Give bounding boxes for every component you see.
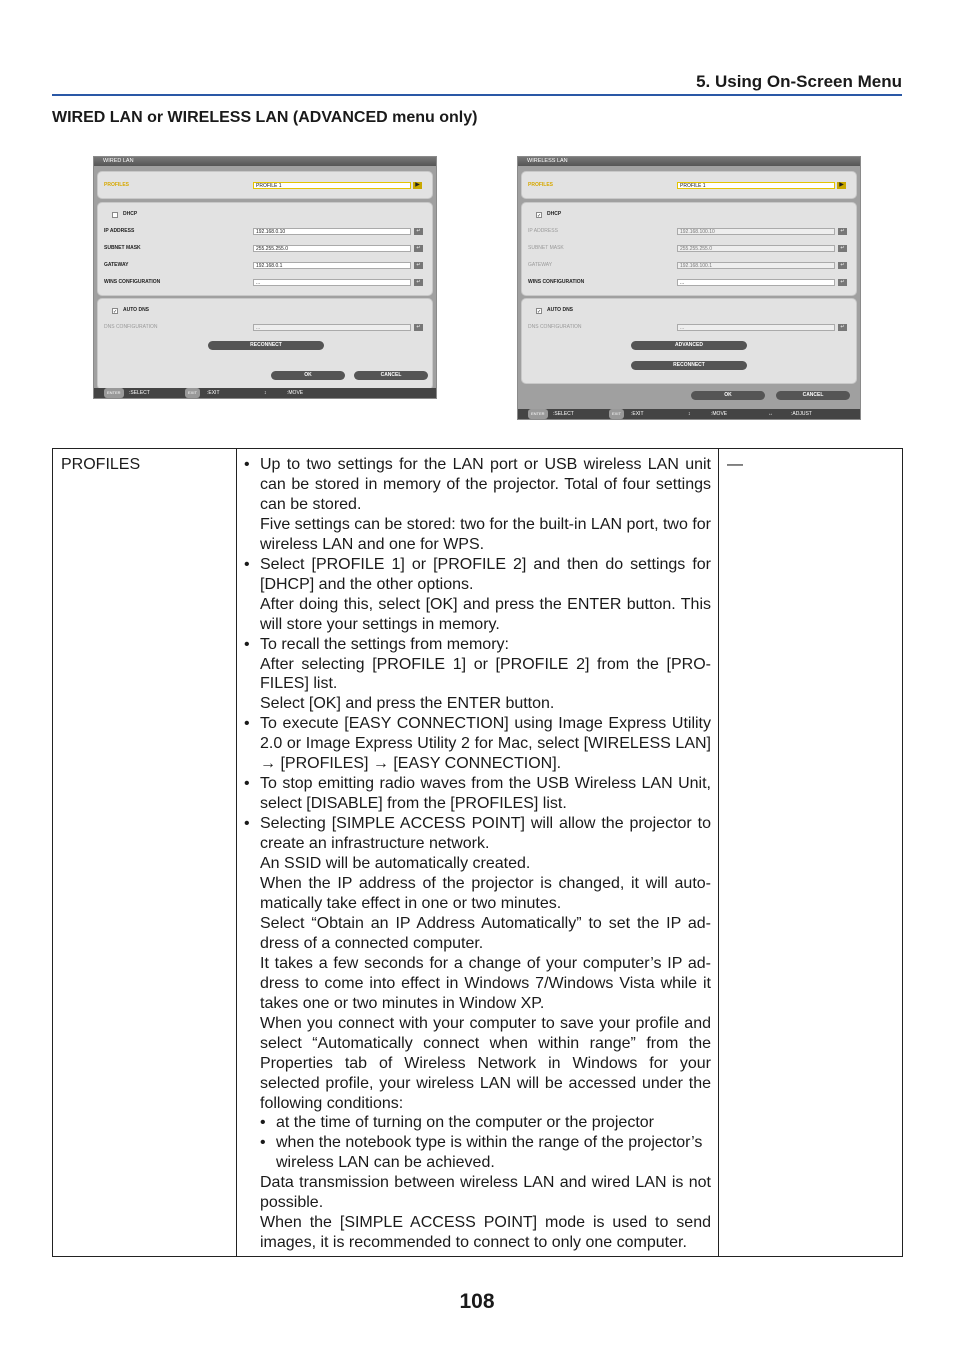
- bullet-paragraph: When the [SIMPLE ACCESS POINT] mode is used to send images, it is recommended to connect to only one computer.: [260, 1214, 711, 1252]
- ip-address-label: IP ADDRESS: [104, 228, 135, 234]
- ip-address-field[interactable]: 192.168.0.10: [253, 228, 411, 235]
- exit-hint: :EXIT: [207, 390, 220, 396]
- bullet-paragraph: Data transmission between wireless LAN and wired LAN is not possible.: [260, 1174, 711, 1212]
- osd-footer: [94, 388, 436, 398]
- reconnect-button[interactable]: RECONNECT: [208, 341, 324, 350]
- enter-icon[interactable]: ↵: [838, 228, 847, 235]
- subnet-mask-field[interactable]: 255.255.255.0: [253, 245, 411, 252]
- auto-dns-checkbox[interactable]: ✓: [113, 309, 118, 315]
- section-heading: WIRED LAN or WIRELESS LAN (ADVANCED menu only): [52, 109, 478, 126]
- settings-table: [52, 448, 903, 1257]
- dhcp-label: DHCP: [547, 211, 562, 217]
- auto-dns-label: AUTO DNS: [547, 307, 574, 313]
- enter-icon[interactable]: ↵: [838, 324, 847, 331]
- bullet-paragraph: When you connect with your computer to save your profile and select “Automatically connect when within range” from the Properties tab of Wireless Network in Windows for your selected profile, your wireless LAN will be accessed under the following conditions:: [260, 1014, 711, 1112]
- move-hint: :MOVE: [287, 390, 304, 396]
- bullet-paragraph: When the IP address of the projector is changed, it will auto-matically take effect in one or two minutes.: [260, 875, 711, 912]
- enter-icon[interactable]: ↵: [838, 262, 847, 269]
- bullet-paragraph: Five settings can be stored: two for the built-in LAN port, two for wireless LAN and one for WPS.: [260, 515, 711, 553]
- sub-bullet-item: • when the notebook type is within the range of the projector’s wireless LAN can be achieved.: [244, 1133, 711, 1173]
- bullet-item: • Select [PROFILE 1] or [PROFILE 2] and then do settings for [DHCP] and the other options.: [244, 555, 711, 595]
- enter-icon[interactable]: ↵: [414, 228, 423, 235]
- wins-label: WINS CONFIGURATION: [528, 279, 585, 285]
- profiles-label: PROFILES: [104, 182, 130, 188]
- ip-address-field[interactable]: 192.168.100.10: [677, 228, 835, 235]
- cancel-button[interactable]: CANCEL: [776, 391, 850, 400]
- profiles-panel: [97, 171, 433, 199]
- enter-icon[interactable]: ↵: [414, 324, 423, 331]
- auto-dns-label: AUTO DNS: [123, 307, 150, 313]
- dns-panel: [521, 298, 857, 384]
- osd-title: WIRED LAN: [94, 157, 436, 166]
- note-column: [719, 449, 902, 1256]
- gateway-field[interactable]: 192.168.100.1: [677, 262, 835, 269]
- subnet-mask-field[interactable]: 255.255.255.0: [677, 245, 835, 252]
- enter-icon[interactable]: ↵: [838, 245, 847, 252]
- reconnect-button[interactable]: RECONNECT: [631, 361, 747, 370]
- bullet-paragraph: Select [OK] and press the ENTER button.: [260, 695, 555, 713]
- bullet-item: • To stop emitting radio waves from the USB Wireless LAN Unit, select [DISABLE] from the [PROFILES] list.: [244, 774, 711, 814]
- ip-address-label: IP ADDRESS: [528, 228, 558, 234]
- profiles-select[interactable]: PROFILE 1: [677, 182, 835, 189]
- subnet-mask-label: SUBNET MASK: [104, 245, 141, 251]
- select-hint: :SELECT: [129, 390, 150, 396]
- enter-icon[interactable]: ↵: [838, 279, 847, 286]
- bullet-paragraph: It takes a few seconds for a change of your computer’s IP ad-dress to come into effect in Windows 7/Windows Vista while it takes one or two minutes in Window XP.: [260, 954, 711, 1012]
- sub-bullet-item: • at the time of turning on the computer or the projector: [244, 1113, 711, 1133]
- enter-key-icon: ENTER: [104, 388, 124, 398]
- exit-key-icon: EXIT: [609, 409, 624, 419]
- ok-button[interactable]: OK: [271, 371, 345, 380]
- select-hint: :SELECT: [553, 411, 574, 417]
- bullet-paragraph: Select “Obtain an IP Address Automatically” to set the IP ad-dress of a connected computer.: [260, 914, 711, 952]
- play-arrow-icon[interactable]: ▶: [837, 182, 846, 189]
- description-content: [244, 455, 711, 1253]
- note-dash: —: [727, 456, 743, 473]
- page-number: 108: [459, 1290, 495, 1313]
- wired-lan-screenshot: [93, 156, 437, 399]
- wins-label: WINS CONFIGURATION: [104, 279, 161, 285]
- osd-title: WIRELESS LAN: [518, 157, 860, 166]
- exit-key-icon: EXIT: [185, 388, 200, 398]
- play-arrow-icon[interactable]: ▶: [413, 182, 422, 189]
- cancel-button[interactable]: CANCEL: [354, 371, 428, 380]
- tcpip-panel: [521, 202, 857, 296]
- enter-key-icon: ENTER: [528, 409, 548, 419]
- enter-icon[interactable]: ↵: [414, 245, 423, 252]
- gateway-field[interactable]: 192.168.0.1: [253, 262, 411, 269]
- chapter-title: 5. Using On-Screen Menu: [696, 72, 902, 91]
- dhcp-label: DHCP: [123, 211, 138, 217]
- dhcp-checkbox[interactable]: ✓: [537, 213, 542, 219]
- profiles-label: PROFILES: [528, 182, 554, 188]
- leftright-arrow-icon: ↔: [768, 411, 773, 417]
- dns-config-field[interactable]: ...: [253, 324, 411, 331]
- dns-config-field[interactable]: ...: [677, 324, 835, 331]
- item-column: [53, 449, 237, 1256]
- profiles-select[interactable]: PROFILE 1: [253, 182, 411, 189]
- tcpip-panel: [97, 202, 433, 296]
- bullet-item: • Selecting [SIMPLE ACCESS POINT] will allow the projector to create an infrastructure network.: [244, 814, 711, 854]
- bullet-paragraph: After selecting [PROFILE 1] or [PROFILE 2] from the [PRO-FILES] list.: [260, 655, 711, 693]
- advanced-button[interactable]: ADVANCED: [631, 341, 747, 350]
- bullet-paragraph: An SSID will be automatically created.: [260, 855, 531, 873]
- bullet-item: • To execute [EASY CONNECTION] using Image Express Utility 2.0 or Image Express Utility 2 for Mac, select [WIRELESS LAN] → [PROFILES] → [EASY CONNECTION].: [244, 714, 711, 774]
- gateway-label: GATEWAY: [104, 262, 129, 268]
- enter-icon[interactable]: ↵: [414, 262, 423, 269]
- wins-field[interactable]: ...: [253, 279, 411, 286]
- bullet-paragraph: After doing this, select [OK] and press the ENTER button. This will store your settings in memory.: [260, 595, 711, 633]
- description-column: [237, 449, 719, 1256]
- bullet-item: • To recall the settings from memory:: [244, 635, 711, 655]
- updown-arrow-icon: ↕: [688, 411, 691, 417]
- updown-arrow-icon: ↕: [264, 390, 267, 396]
- adjust-hint: :ADJUST: [791, 411, 812, 417]
- ok-button[interactable]: OK: [691, 391, 765, 400]
- bullet-item: • Up to two settings for the LAN port or USB wireless LAN unit can be stored in memory of the projector. Total of four settings can be stored.: [244, 455, 711, 515]
- wireless-lan-screenshot: [517, 156, 861, 420]
- item-name: PROFILES: [61, 456, 141, 473]
- auto-dns-checkbox[interactable]: ✓: [537, 309, 542, 315]
- subnet-mask-label: SUBNET MASK: [528, 245, 564, 251]
- gateway-label: GATEWAY: [528, 262, 553, 268]
- dns-config-label: DNS CONFIGURATION: [104, 324, 158, 330]
- dns-panel: [97, 298, 433, 390]
- dns-config-label: DNS CONFIGURATION: [528, 324, 582, 330]
- exit-hint: :EXIT: [631, 411, 644, 417]
- page-header: [52, 72, 902, 96]
- dhcp-checkbox[interactable]: [112, 212, 118, 218]
- move-hint: :MOVE: [711, 411, 728, 417]
- wins-field[interactable]: ...: [677, 279, 835, 286]
- enter-icon[interactable]: ↵: [414, 279, 423, 286]
- profiles-panel: [521, 171, 857, 199]
- osd-footer: [518, 409, 860, 419]
